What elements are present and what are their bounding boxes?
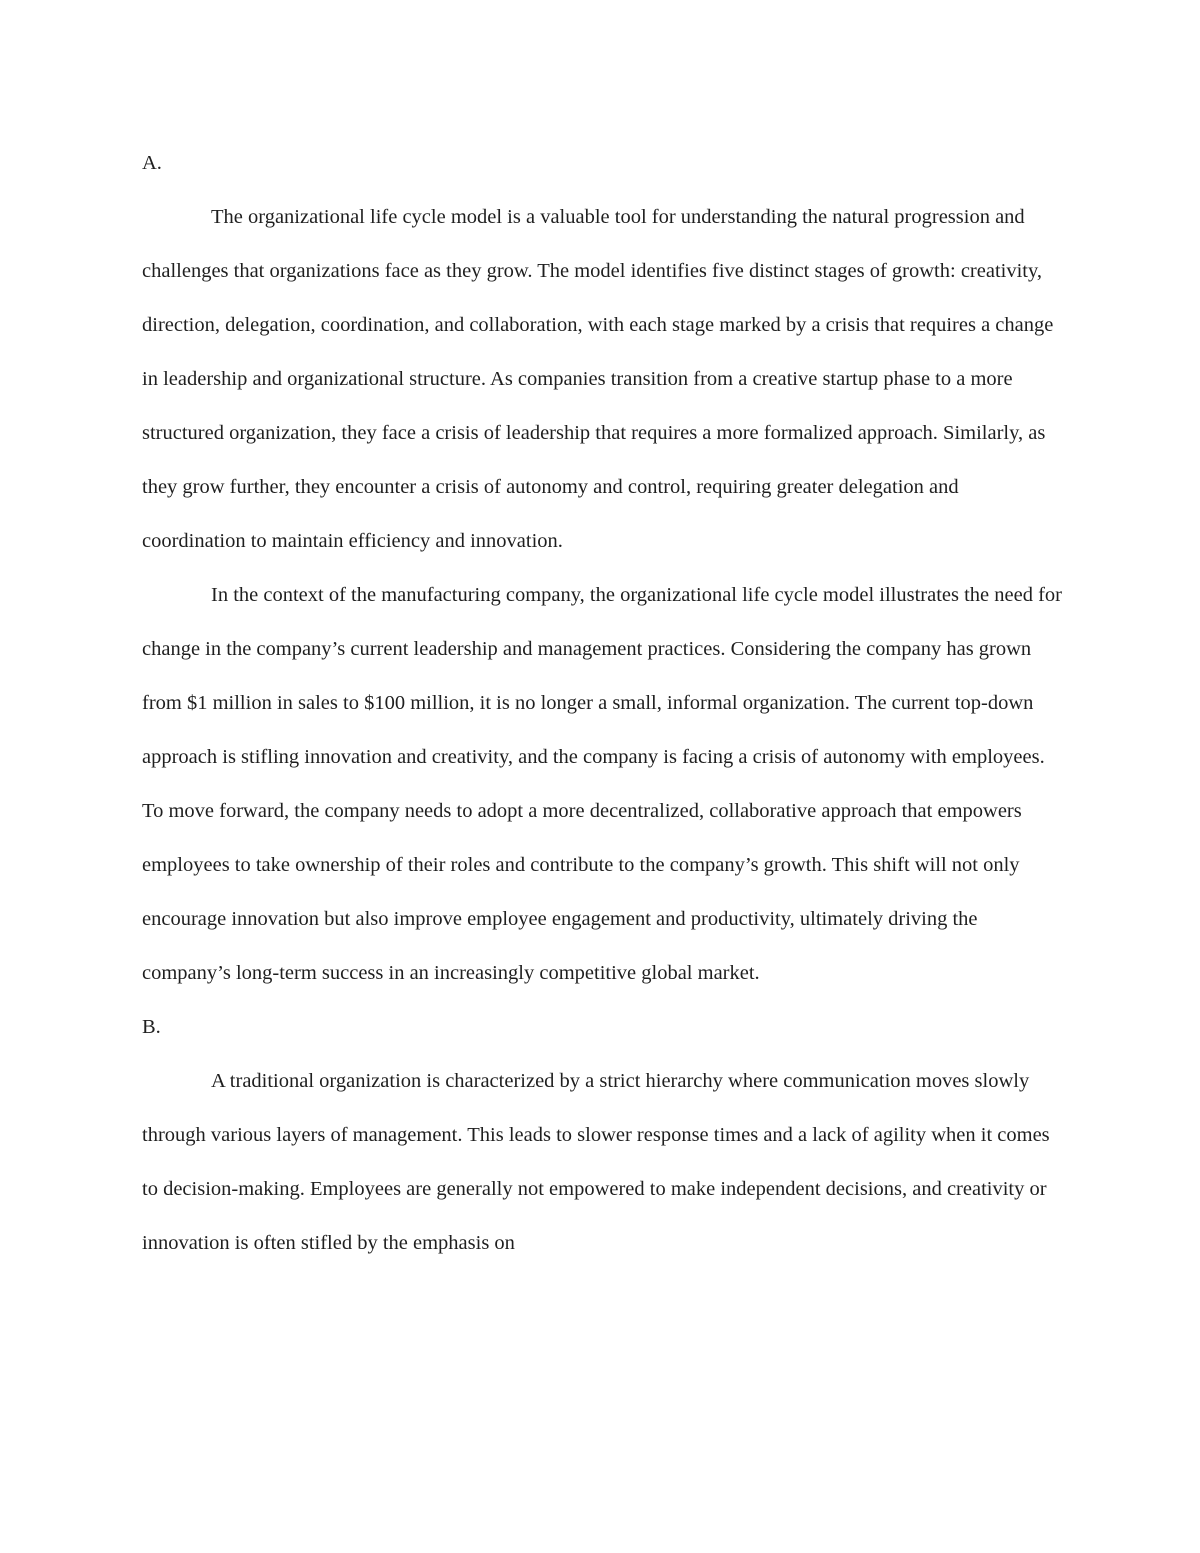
document-body — [142, 136, 1062, 1270]
section-b-paragraph-1: A traditional organization is characterized by a strict hierarchy where communication moves slowly through various layers of management. This leads to slower response times and a lack of agility when it comes to decision-making. Employees are generally not empowered to make independent decisions, and creativity or innovation is often stifled by the emphasis on — [142, 1070, 1050, 1254]
section-a-paragraph-2: In the context of the manufacturing company, the organizational life cycle model illustrates the need for change in the company’s current leadership and management practices. Considering the company has grown from $1 million in sales to $100 million, it is no longer a small, informal organization. The current top-down approach is stifling innovation and creativity, and the company is facing a crisis of autonomy with employees. To move forward, the company needs to adopt a more decentralized, collaborative approach that empowers employees to take ownership of their roles and contribute to the company’s growth. This shift will not only encourage innovation but also improve employee engagement and productivity, ultimately driving the company’s long-term success in an increasingly competitive global market. — [142, 584, 1063, 984]
section-a-paragraph-1: The organizational life cycle model is a valuable tool for understanding the natural progression and challenges that organizations face as they grow. The model identifies five distinct stages of growth: creativity, direction, delegation, coordination, and collaboration, with each stage marked by a crisis that requires a change in leadership and organizational structure. As companies transition from a creative startup phase to a more structured organization, they face a crisis of leadership that requires a more formalized approach. Similarly, as they grow further, they encounter a crisis of autonomy and control, requiring greater delegation and coordination to maintain efficiency and innovation. — [142, 206, 1054, 552]
section-b-heading: B. — [142, 1016, 161, 1038]
section-a-heading: A. — [142, 152, 162, 174]
